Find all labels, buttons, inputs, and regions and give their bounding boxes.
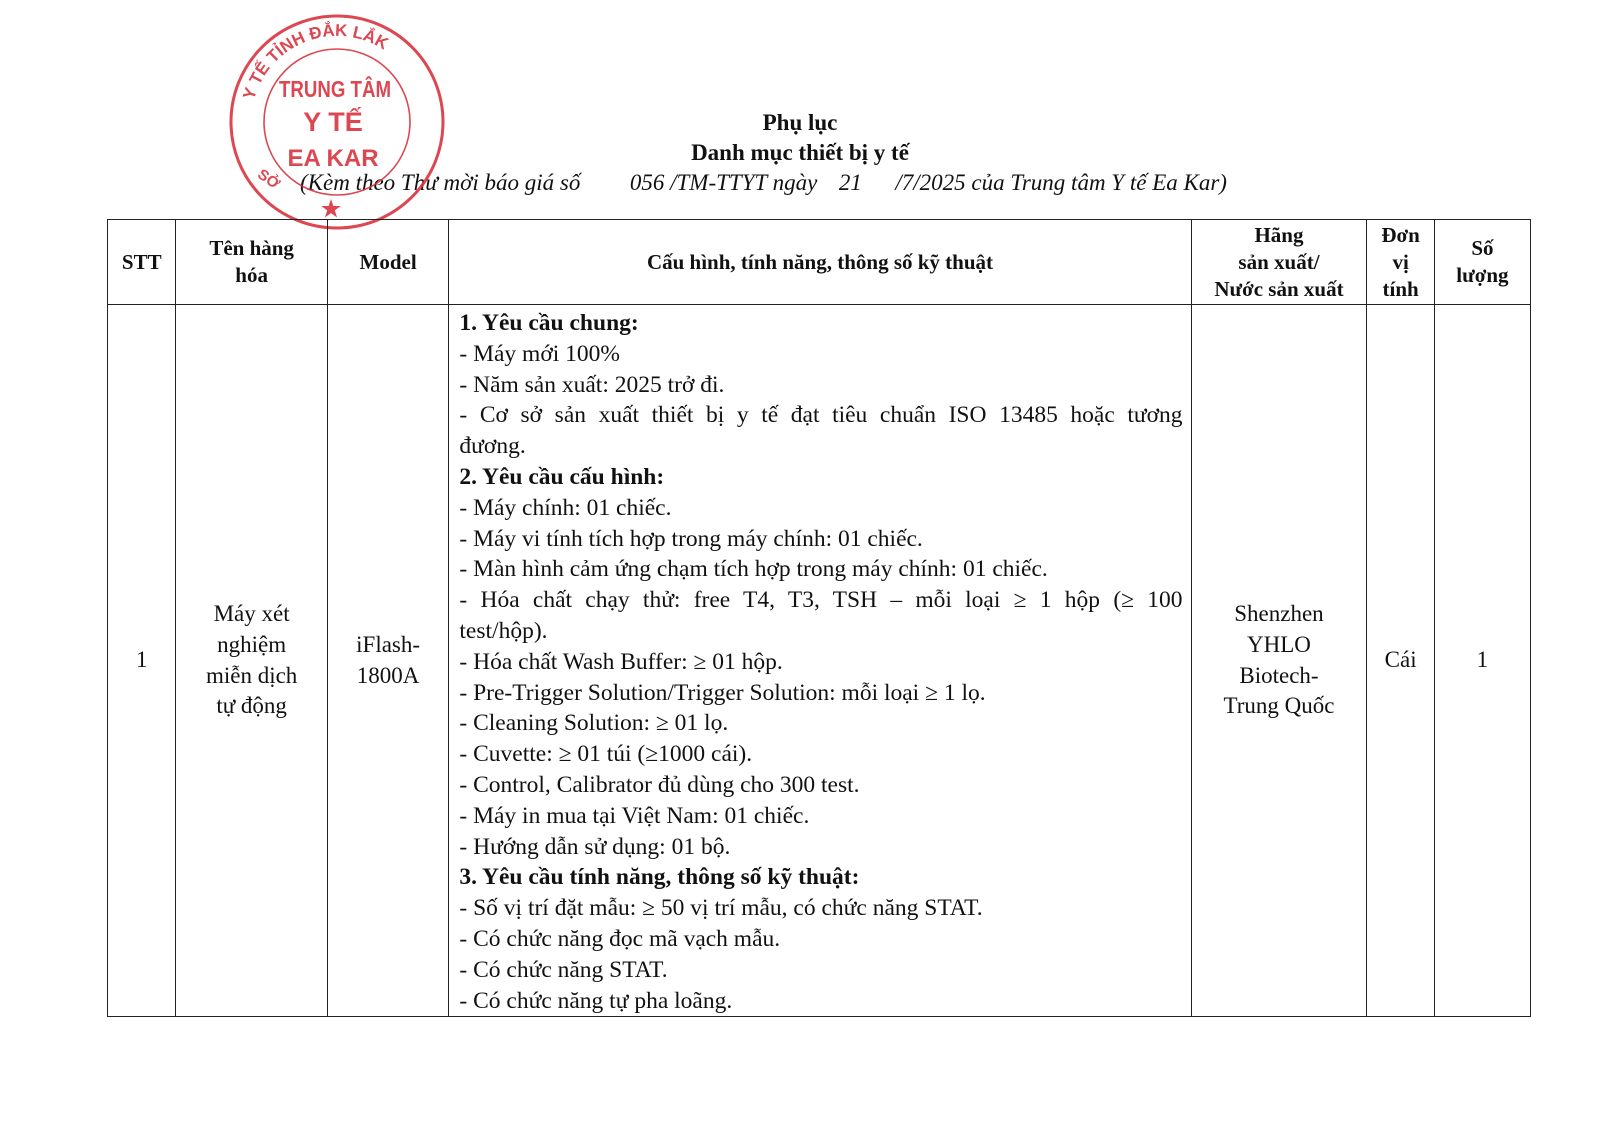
spec-item: - Cơ sở sản xuất thiết bị y tế đạt tiêu chuẩn ISO 13485 hoặc tương [459, 402, 1183, 429]
spec-item: - Năm sản xuất: 2025 trở đi. [459, 371, 725, 398]
cell-qty: 1 [1434, 305, 1530, 1017]
document-subtitle: Danh mục thiết bị y tế [691, 140, 909, 165]
equipment-table [107, 219, 1531, 1017]
spec-item: - Có chức năng STAT. [459, 956, 668, 983]
spec-item: - Có chức năng đọc mã vạch mẫu. [459, 925, 781, 952]
table-row [108, 305, 1531, 1017]
spec-item: - Hóa chất Wash Buffer: ≥ 01 hộp. [459, 648, 783, 675]
stamp-line-3: EA KAR [287, 145, 379, 172]
spec-item: - Màn hình cảm ứng chạm tích hợp trong máy chính: 01 chiếc. [459, 556, 1048, 583]
reference-number: 056 [629, 170, 665, 195]
header-model: Model [327, 220, 449, 305]
reference-day: 21 [838, 170, 862, 195]
header-spec: Cấu hình, tính năng, thông số kỹ thuật [449, 220, 1191, 305]
reference-mid: /TM-TTYT ngày [670, 170, 818, 195]
cell-name: Máy xét nghiệm miễn dịch tự động [176, 305, 327, 1017]
spec-item: - Hướng dẫn sử dụng: 01 bộ. [459, 833, 731, 860]
header-stt: STT [108, 220, 176, 305]
spec-heading: 3. Yêu cầu tính năng, thông số kỹ thuật: [459, 864, 860, 891]
header-qty: Số lượng [1434, 220, 1530, 305]
cell-maker: Shenzhen YHLO Biotech- Trung Quốc [1191, 305, 1367, 1017]
cell-spec [449, 305, 1191, 1017]
header-unit: Đơn vị tính [1367, 220, 1434, 305]
cell-stt: 1 [108, 305, 176, 1017]
document-title: Phụ lục [762, 110, 838, 135]
spec-heading: 1. Yêu cầu chung: [459, 310, 639, 336]
stamp-ring-text: Y TẾ TỈNH ĐẮK LẮK [239, 20, 392, 102]
spec-item: test/hộp). [459, 617, 548, 644]
header-maker: Hãng sản xuất/ Nước sản xuất [1191, 220, 1367, 305]
spec-item: - Máy vi tính tích hợp trong máy chính: 01 chiếc. [459, 525, 923, 552]
spec-item: - Hóa chất chạy thử: free T4, T3, TSH – mỗi loại ≥ 1 hộp (≥ 100 [459, 587, 1183, 614]
header-name: Tên hàng hóa [176, 220, 327, 305]
spec-item: - Máy in mua tại Việt Nam: 01 chiếc. [459, 802, 810, 829]
spec-item: - Có chức năng tự pha loãng. [459, 987, 733, 1014]
spec-item: - Cuvette: ≥ 01 túi (≥1000 cái). [459, 741, 753, 768]
star-icon [321, 199, 341, 218]
table-header-row [108, 220, 1531, 305]
spec-heading: 2. Yêu cầu cấu hình: [459, 463, 665, 490]
cell-unit: Cái [1367, 305, 1434, 1017]
spec-item: - Pre-Trigger Solution/Trigger Solution: mỗi loại ≥ 1 lọ. [459, 679, 986, 706]
spec-item: - Máy chính: 01 chiếc. [459, 494, 672, 521]
cell-model: iFlash- 1800A [327, 305, 449, 1017]
stamp-corner-text: SỞ [254, 165, 283, 193]
spec-item: - Máy mới 100% [459, 340, 620, 367]
stamp-line-2: Y TẾ [303, 107, 363, 137]
reference-prefix: (Kèm theo Thư mời báo giá số [300, 170, 581, 195]
official-stamp [226, 11, 448, 233]
reference-suffix: /7/2025 của Trung tâm Y tế Ea Kar) [895, 170, 1227, 195]
stamp-line-1: TRUNG TÂM [279, 76, 417, 102]
spec-item: - Số vị trí đặt mẫu: ≥ 50 vị trí mẫu, có chức năng STAT. [459, 895, 983, 922]
spec-item: - Cleaning Solution: ≥ 01 lọ. [459, 710, 729, 737]
spec-item: - Control, Calibrator đủ dùng cho 300 test. [459, 771, 860, 798]
spec-item: đương. [459, 433, 526, 460]
